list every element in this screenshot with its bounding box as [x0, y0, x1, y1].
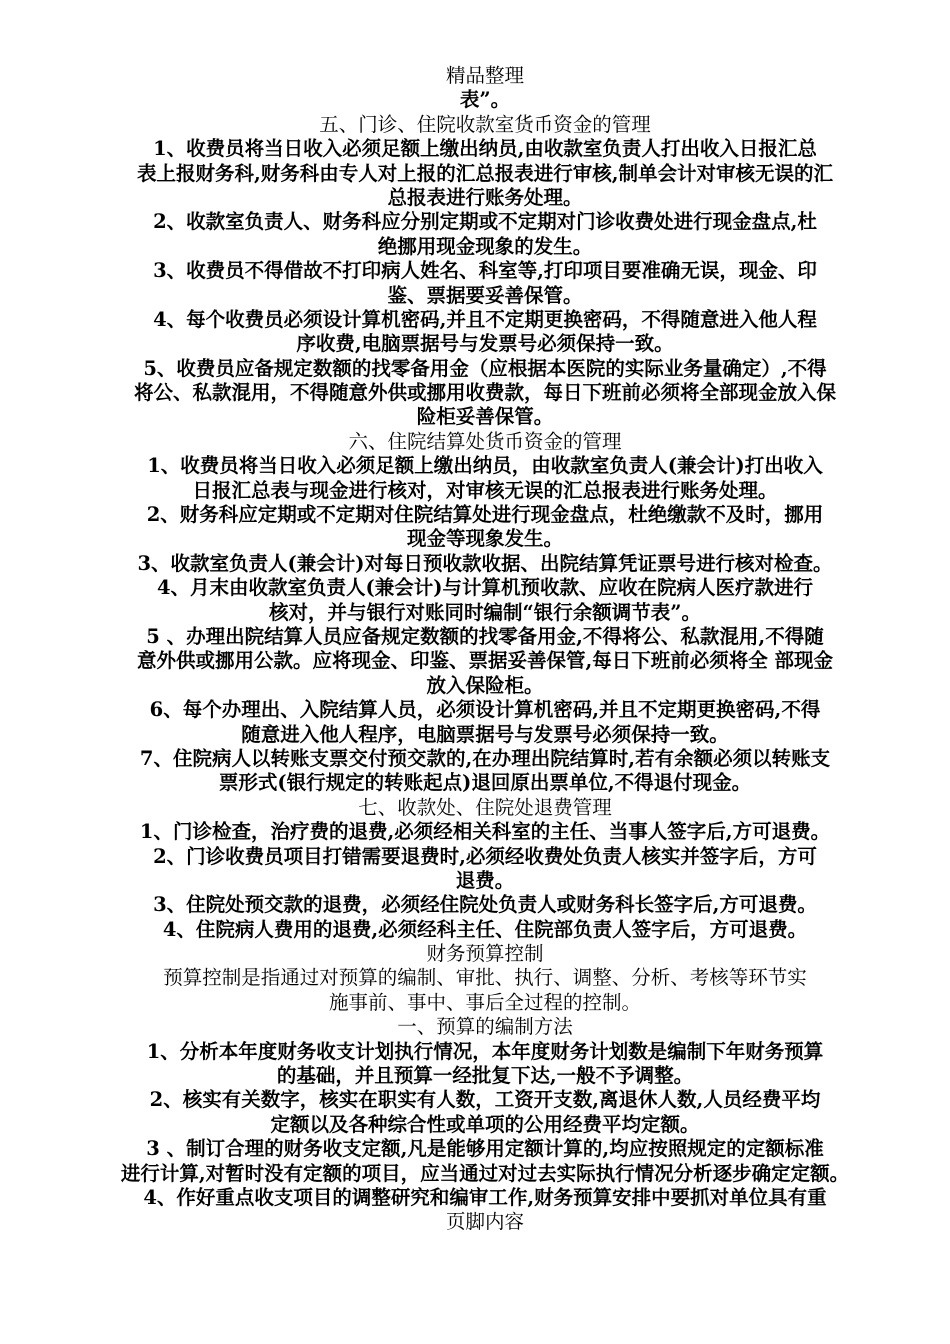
text-line: 5、收费员应备规定数额的找零备用金（应根据本医院的实际业务量确定）,不得 [143, 356, 827, 380]
text-line: 1、收费员将当日收入必须足额上缴出纳员,由收款室负责人打出收入日报汇总 [153, 137, 817, 161]
text-line: 的基础，并且预算一经批复下达,一般不予调整。 [276, 1064, 694, 1088]
text-line: 六、住院结算处货币资金的管理 [348, 429, 622, 453]
document-body [70, 88, 900, 1210]
text-line: 绝挪用现金现象的发生。 [377, 234, 593, 258]
text-line: 一、预算的编制方法 [397, 1015, 573, 1039]
text-line: 4、住院病人费用的退费,必须经科主任、住院部负责人签字后，方可退费。 [162, 917, 808, 941]
text-line: 随意进入他人程序，电脑票据号与发票号必须保持一致。 [241, 722, 729, 746]
text-line: 定额以及各种综合性或单项的公用经费平均定额。 [270, 1112, 700, 1136]
text-line: 五、门诊、住院收款室货币资金的管理 [319, 112, 651, 136]
page-footer: 页脚内容 [445, 1210, 524, 1234]
text-line: 退费。 [455, 868, 515, 892]
text-line: 鉴、票据要妥善保管。 [387, 283, 583, 307]
text-line: 票形式(银行规定的转账起点)退回原出票单位,不得退付现金。 [218, 771, 752, 795]
text-line: 1、门诊检查，治疗费的退费,必须经相关科室的主任、当事人签字后,方可退费。 [139, 820, 831, 844]
text-line: 6、每个办理出、入院结算人员，必须设计算机密码,并且不定期更换密码,不得 [149, 698, 821, 722]
text-line: 核对，并与银行对账同时编制“银行余额调节表”。 [269, 600, 701, 624]
text-line: 3、收款室负责人(兼会计)对每日预收款收据、出院结算凭证票号进行核对检查。 [137, 551, 833, 575]
text-line: 2、门诊收费员项目打错需要退费时,必须经收费处负责人核实并签字后，方可 [153, 844, 817, 868]
text-line: 7、住院病人以转账支票交付预交款的,在办理出院结算时,若有余额必须以转账支 [139, 746, 831, 770]
text-line: 3、住院处预交款的退费，必须经住院处负责人或财务科长签字后,方可退费。 [153, 893, 817, 917]
text-line: 2、财务科应定期或不定期对住院结算处进行现金盘点，杜绝缴款不及时，挪用 [146, 503, 824, 527]
text-line: 施事前、事中、事后全过程的控制。 [328, 990, 641, 1014]
text-line: 序收费,电脑票据号与发票号必须保持一致。 [296, 332, 674, 356]
text-line: 进行计算,对暂时没有定额的项目，应当通过对过去实际执行情况分析逐步确定定额。 [120, 1161, 850, 1185]
text-line: 总报表进行账务处理。 [387, 185, 583, 209]
text-line: 4、每个收费员必须设计算机密码,并且不定期更换密码，不得随意进入他人程 [153, 307, 817, 331]
text-line: 1、收费员将当日收入必须足额上缴出纳员，由收款室负责人(兼会计)打出收入 [147, 454, 823, 478]
text-line: 2、核实有关数字，核实在职实有人数，工资开支数,离退休人数,人员经费平均 [149, 1088, 821, 1112]
text-line: 2、收款室负责人、财务科应分别定期或不定期对门诊收费处进行现金盘点,杜 [153, 210, 817, 234]
text-line: 4、月末由收款室负责人(兼会计)与计算机预收款、应收在院病人医疗款进行 [156, 576, 814, 600]
text-line: 放入保险柜。 [426, 673, 544, 697]
text-line: 表”。 [459, 88, 511, 112]
text-line: 预算控制是指通过对预算的编制、审批、执行、调整、分析、考核等环节实 [163, 966, 807, 990]
text-line: 表上报财务科,财务科由专人对上报的汇总报表进行审核,制单会计对审核无误的汇 [136, 161, 834, 185]
text-line: 现金等现象发生。 [406, 527, 563, 551]
text-line: 意外供或挪用公款。应将现金、印鉴、票据妥善保管,每日下班前必须将全 部现金 [136, 649, 834, 673]
page-header: 精品整理 [445, 64, 524, 87]
text-line: 将公、私款混用，不得随意外供或挪用收费款，每日下班前必须将全部现金放入保 [133, 381, 836, 405]
document-page [70, 64, 900, 1235]
text-line: 七、收款处、住院处退费管理 [358, 795, 612, 819]
text-line: 日报汇总表与现金进行核对，对审核无误的汇总报表进行账务处理。 [192, 478, 778, 502]
text-line: 险柜妥善保管。 [416, 405, 554, 429]
text-line: 1、分析本年度财务收支计划执行情况，本年度财务计划数是编制下年财务预算 [146, 1039, 824, 1063]
text-line: 3、收费员不得借故不打印病人姓名、科室等,打印项目要准确无误，现金、印 [153, 259, 817, 283]
text-line: 3 、制订合理的财务收支定额,凡是能够用定额计算的,均应按照规定的定额标准 [146, 1137, 824, 1161]
text-line: 4、作好重点收支项目的调整研究和编审工作,财务预算安排中要抓对单位具有重 [143, 1185, 827, 1209]
text-line: 5 、办理出院结算人员应备规定数额的找零备用金,不得将公、私款混用,不得随 [146, 624, 824, 648]
text-line: 财务预算控制 [426, 942, 544, 966]
